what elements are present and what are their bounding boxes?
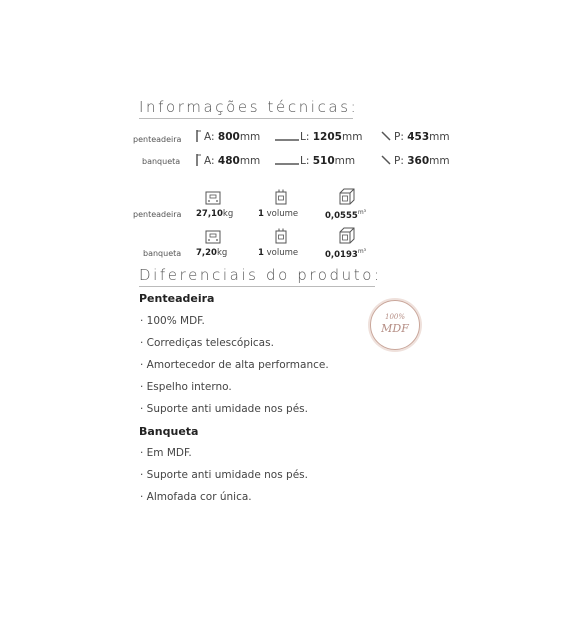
depth-value: P: 360mm <box>394 155 450 167</box>
cube-icon <box>339 227 355 244</box>
depth-icon <box>381 131 391 141</box>
cubic-value: $0,0555^{m^3}$ <box>325 209 367 221</box>
height-value: A: 480mm <box>204 155 261 167</box>
dimension-row-label: penteadeira <box>133 135 182 144</box>
seal-line-2: MDF <box>381 322 409 335</box>
height-icon <box>195 154 201 166</box>
scale-icon <box>205 230 221 244</box>
tech-section-title: Informações técnicas: <box>139 98 359 116</box>
width-value: L: 1205mm <box>300 131 363 143</box>
logistics-row-label: banqueta <box>143 249 182 258</box>
feature-item: · Amortecedor de alta performance. <box>140 359 329 371</box>
width-icon <box>275 162 299 166</box>
feature-item: · Almofada cor única. <box>140 491 252 503</box>
cube-icon <box>339 188 355 205</box>
logistics-row-label: penteadeira <box>133 210 182 219</box>
height-value: A: 800mm <box>204 131 261 143</box>
width-icon <box>275 138 299 142</box>
box-icon <box>275 228 287 244</box>
feature-item: · Suporte anti umidade nos pés. <box>140 403 308 415</box>
feature-item: · 100% MDF. <box>140 315 205 327</box>
dimension-row-label: banqueta <box>142 157 181 166</box>
features-section-title: Diferenciais do produto: <box>139 266 382 284</box>
seal-line-1: 100% <box>384 313 405 321</box>
feature-item: · Espelho interno. <box>140 381 232 393</box>
scale-icon <box>205 191 221 205</box>
banqueta-heading: Banqueta <box>139 425 199 438</box>
cubic-value: $0,0193^{m^3}$ <box>325 248 367 260</box>
feature-item: · Em MDF. <box>140 447 192 459</box>
tech-title-underline <box>139 118 353 119</box>
volume-count: 1 volume <box>258 209 299 219</box>
box-icon <box>275 189 287 205</box>
feature-item: · Suporte anti umidade nos pés. <box>140 469 308 481</box>
depth-icon <box>381 155 391 165</box>
penteadeira-heading: Penteadeira <box>139 292 215 305</box>
width-value: L: 510mm <box>300 155 356 167</box>
features-title-underline <box>139 286 375 287</box>
mdf-seal-badge <box>370 300 420 350</box>
weight-value: 7,20kg <box>196 248 228 258</box>
weight-value: 27,10kg <box>196 209 234 219</box>
height-icon <box>195 130 201 142</box>
feature-item: · Corrediças telescópicas. <box>140 337 274 349</box>
depth-value: P: 453mm <box>394 131 450 143</box>
volume-count: 1 volume <box>258 248 299 258</box>
